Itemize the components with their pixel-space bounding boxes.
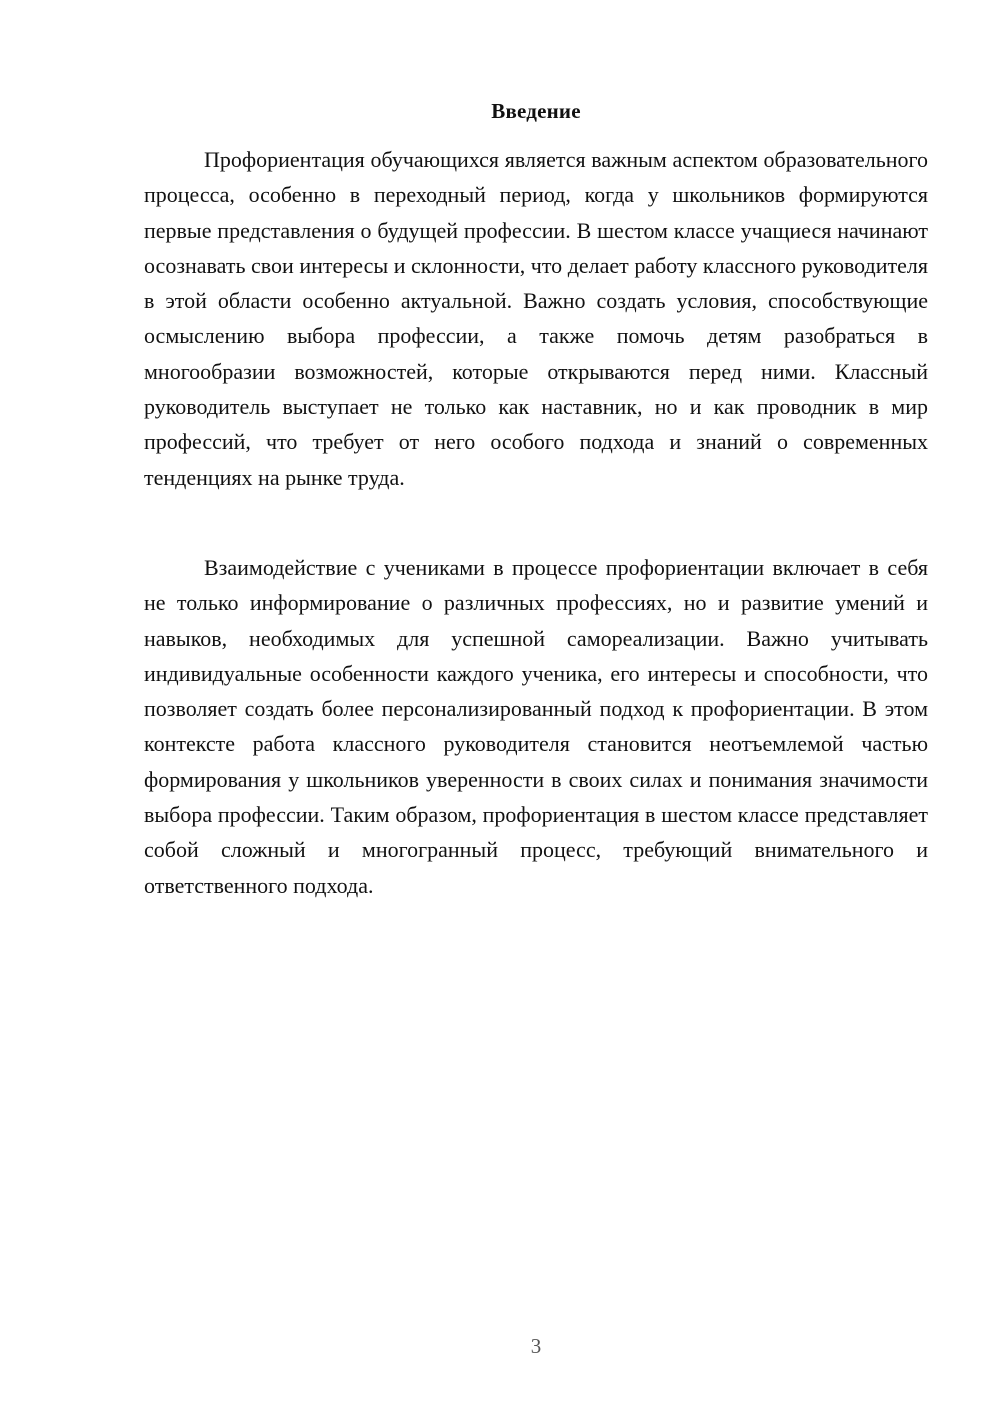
- body-paragraph-block-1: [144, 142, 928, 495]
- paragraph-intro: Профориентация обучающихся является важным аспектом образовательного процесса, особенно в переходный период, когда у школьников формируются первые представления о будущей профессии. В шестом классе учащиеся начинают осознавать свои интересы и склонности, что делает работу классного руководителя в этой области особенно актуальной. Важно создать условия, способствующие осмыслению выбора профессии, а также помочь детям разобраться в многообразии возможностей, которые открываются перед ними. Классный руководитель выступает не только как наставник, но и как проводник в мир профессий, что требует от него особого подхода и знаний о современных тенденциях на рынке труда.: [144, 147, 928, 490]
- section-title: Введение: [491, 99, 581, 123]
- body-paragraph-block-2: [144, 550, 928, 903]
- page-number: 3: [530, 1334, 542, 1358]
- paragraph-interaction: Взаимодействие с учениками в процессе профориентации включает в себя не только информирование о различных профессиях, но и развитие умений и навыков, необходимых для успешной самореализации. Важно учитывать индивидуальные особенности каждого ученика, его интересы и способности, что позволяет создать более персонализированный подход к профориентации. В этом контексте работа классного руководителя становится неотъемлемой частью формирования у школьников уверенности в своих силах и понимания значимости выбора профессии. Таким образом, профориентация в шестом классе представляет собой сложный и многогранный процесс, требующий внимательного и ответственного подхода.: [144, 555, 928, 898]
